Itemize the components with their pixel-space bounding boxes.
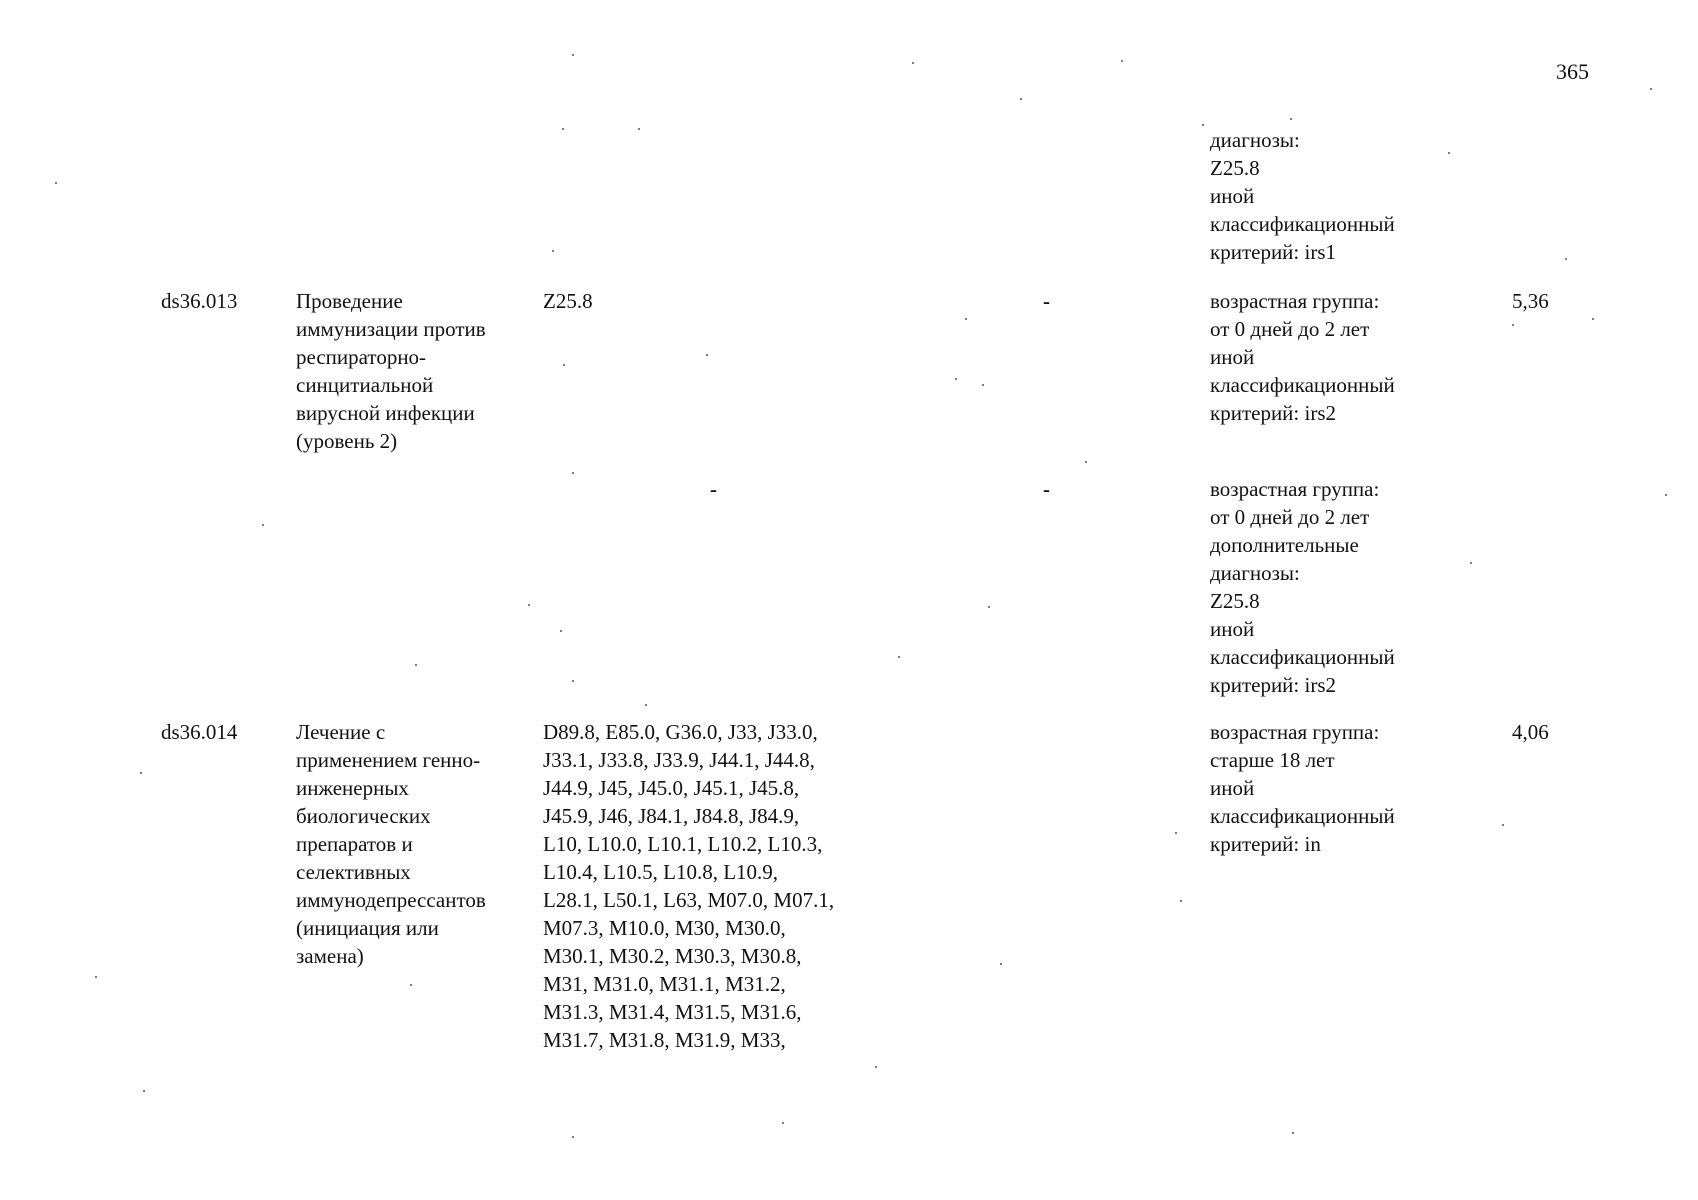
- continuation-criteria: [1210, 126, 1395, 266]
- scan-speck: [55, 182, 57, 184]
- name-line: применением генно-: [296, 748, 481, 772]
- criteria-line: Z25.8: [1210, 589, 1260, 613]
- diagnoses-line: L10, L10.0, L10.1, L10.2, L10.3,: [543, 832, 823, 856]
- criteria-line: критерий: irs2: [1210, 673, 1336, 697]
- scan-speck: [875, 1066, 877, 1068]
- diagnoses-line: M31.3, M31.4, M31.5, M31.6,: [543, 1000, 802, 1024]
- scan-speck: [1650, 88, 1652, 90]
- scan-speck: [1502, 824, 1504, 826]
- name-line: (инициация или: [296, 916, 439, 940]
- scan-speck: [572, 680, 574, 682]
- scan-speck: [912, 62, 914, 64]
- scan-speck: [262, 524, 264, 526]
- scan-speck: [410, 984, 412, 986]
- criteria-line: иной: [1210, 184, 1255, 208]
- name-line: синцитиальной: [296, 373, 434, 397]
- criteria-line: классификационный: [1210, 645, 1395, 669]
- scan-speck: [415, 664, 417, 666]
- criteria-line: возрастная группа:: [1210, 477, 1380, 501]
- row-coefficient: 5,36: [1512, 289, 1549, 313]
- empty-cell-dash: -: [1043, 289, 1050, 313]
- criteria-line: критерий: irs2: [1210, 401, 1336, 425]
- criteria-line: возрастная группа:: [1210, 720, 1380, 744]
- name-line: (уровень 2): [296, 429, 398, 453]
- scan-speck: [782, 1122, 784, 1124]
- criteria-line: возрастная группа:: [1210, 289, 1380, 313]
- diagnoses-line: J44.9, J45, J45.0, J45.1, J45.8,: [543, 776, 800, 800]
- criteria-line: дополнительные: [1210, 533, 1359, 557]
- name-line: замена): [296, 944, 364, 968]
- criteria-line: диагнозы:: [1210, 128, 1300, 152]
- criteria-line: Z25.8: [1210, 156, 1260, 180]
- scan-speck: [1290, 118, 1292, 120]
- criteria-line: от 0 дней до 2 лет: [1210, 505, 1370, 529]
- diagnoses-line: J33.1, J33.8, J33.9, J44.1, J44.8,: [543, 748, 815, 772]
- scan-speck: [572, 54, 574, 56]
- row-code: ds36.013: [161, 289, 238, 313]
- criteria-line: критерий: in: [1210, 832, 1321, 856]
- scan-speck: [1565, 258, 1567, 260]
- diagnoses-line: J45.9, J46, J84.1, J84.8, J84.9,: [543, 804, 800, 828]
- criteria-line: классификационный: [1210, 373, 1395, 397]
- criteria-line: классификационный: [1210, 212, 1395, 236]
- criteria-line: от 0 дней до 2 лет: [1210, 317, 1370, 341]
- name-line: иммунизации против: [296, 317, 486, 341]
- scan-speck: [140, 772, 142, 774]
- scan-speck: [898, 656, 900, 658]
- diagnoses-line: M07.3, M10.0, M30, M30.0,: [543, 916, 786, 940]
- scan-speck: [1592, 318, 1594, 320]
- scan-speck: [1448, 152, 1450, 154]
- scan-speck: [955, 378, 957, 380]
- name-line: препаратов и: [296, 832, 413, 856]
- scan-speck: [572, 472, 574, 474]
- scan-speck: [1470, 562, 1472, 564]
- scan-speck: [572, 1136, 574, 1138]
- criteria-line: иной: [1210, 776, 1255, 800]
- scan-speck: [1085, 461, 1087, 463]
- scan-speck: [563, 364, 565, 366]
- diagnoses-line: D89.8, E85.0, G36.0, J33, J33.0,: [543, 720, 818, 744]
- name-line: биологических: [296, 804, 431, 828]
- criteria-line: диагнозы:: [1210, 561, 1300, 585]
- scan-speck: [1020, 98, 1022, 100]
- scan-speck: [706, 354, 708, 356]
- row-criteria: [1210, 475, 1395, 699]
- row-coefficient: 4,06: [1512, 720, 1549, 744]
- empty-cell-dash: -: [1043, 477, 1050, 501]
- row-diagnoses: [543, 287, 593, 315]
- name-line: Проведение: [296, 289, 403, 313]
- name-line: Лечение с: [296, 720, 386, 744]
- row-name: [296, 287, 486, 455]
- name-line: инженерных: [296, 776, 409, 800]
- name-line: селективных: [296, 860, 411, 884]
- row-criteria: [1210, 718, 1395, 858]
- scan-speck: [1512, 324, 1514, 326]
- criteria-line: старше 18 лет: [1210, 748, 1335, 772]
- criteria-line: иной: [1210, 345, 1255, 369]
- diagnoses-line: M30.1, M30.2, M30.3, M30.8,: [543, 944, 802, 968]
- empty-cell-dash: -: [710, 477, 717, 501]
- diagnoses-line: L28.1, L50.1, L63, M07.0, M07.1,: [543, 888, 835, 912]
- criteria-line: критерий: irs1: [1210, 240, 1336, 264]
- scan-speck: [982, 384, 984, 386]
- scan-speck: [560, 630, 562, 632]
- diagnoses-line: Z25.8: [543, 289, 593, 313]
- scan-speck: [965, 318, 967, 320]
- diagnoses-line: M31.7, M31.8, M31.9, M33,: [543, 1028, 786, 1052]
- scan-speck: [645, 704, 647, 706]
- criteria-line: иной: [1210, 617, 1255, 641]
- scan-speck: [562, 128, 564, 130]
- diagnoses-line: M31, M31.0, M31.1, M31.2,: [543, 972, 786, 996]
- scan-speck: [1292, 1132, 1294, 1134]
- scan-speck: [1180, 900, 1182, 902]
- name-line: иммунодепрессантов: [296, 888, 486, 912]
- scan-speck: [528, 604, 530, 606]
- name-line: вирусной инфекции: [296, 401, 475, 425]
- scan-speck: [1000, 963, 1002, 965]
- scan-speck: [143, 1090, 145, 1092]
- row-name: [296, 718, 486, 970]
- scan-speck: [1121, 60, 1123, 62]
- diagnoses-line: L10.4, L10.5, L10.8, L10.9,: [543, 860, 779, 884]
- scan-speck: [1665, 494, 1667, 496]
- scan-speck: [1175, 832, 1177, 834]
- scan-speck: [552, 250, 554, 252]
- row-code: ds36.014: [161, 720, 238, 744]
- scan-speck: [95, 976, 97, 978]
- page-number: 365: [1556, 59, 1589, 84]
- row-diagnoses: [543, 718, 834, 1054]
- row-criteria: [1210, 287, 1395, 427]
- name-line: респираторно-: [296, 345, 427, 369]
- criteria-line: классификационный: [1210, 804, 1395, 828]
- scan-speck: [1202, 124, 1204, 126]
- scan-speck: [638, 128, 640, 130]
- scan-speck: [988, 606, 990, 608]
